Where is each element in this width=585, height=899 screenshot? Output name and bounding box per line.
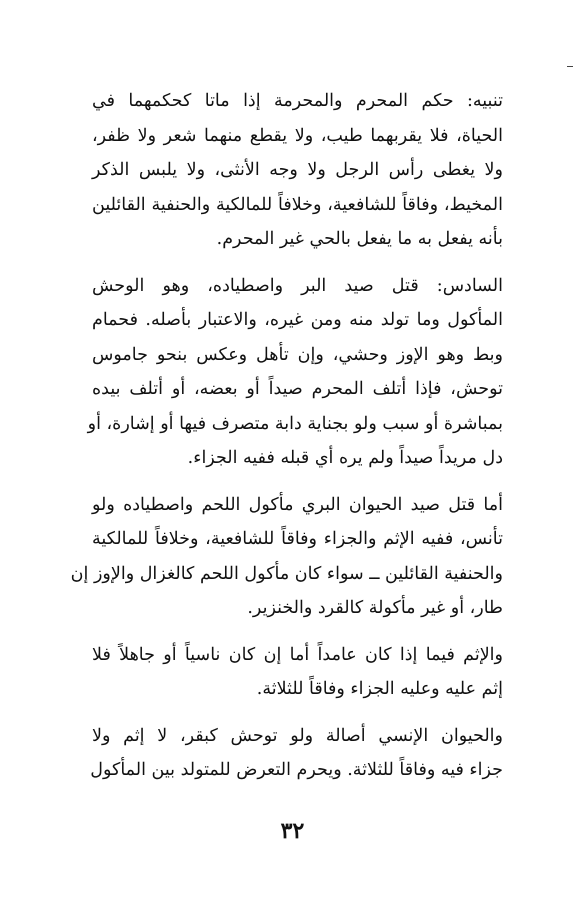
text-line: تنبيه: حكم المحرم والمحرمة إذا ماتا كحكمهما في: [92, 91, 503, 111]
text-line: المخيط، وفاقاً للشافعية، وخلافاً للمالكية والحنفية القائلين: [92, 194, 503, 215]
text-line: وبط وهو الإوز وحشي، وإن تأهل وعكس بنحو جاموس: [92, 344, 503, 365]
text-line: والإثم فيما إذا كان عامداً أما إن كان ناسياً أو جاهلاً فلا: [92, 644, 503, 665]
text-line: الحياة، فلا يقربهما طيب، ولا يقطع منهما شعر ولا ظفر،: [92, 125, 503, 146]
text-line: والحيوان الإنسي أصالة ولو توحش كبقر، لا إثم ولا: [92, 725, 503, 746]
text-line: أما قتل صيد الحيوان البري مأكول اللحم واصطياده ولو: [92, 494, 503, 515]
text-line: تأنس، ففيه الإثم والجزاء وفاقاً للشافعية، وخلافاً للمالكية: [92, 529, 503, 549]
text-line: جزاء فيه وفاقاً للثلاثة. ويحرم التعرض للمتولد بين المأكول: [90, 760, 503, 780]
text-line: ولا يغطى رأس الرجل ولا وجه الأنثى، ولا يلبس الذكر: [92, 160, 503, 180]
paragraph-sixth-hunting: [87, 269, 503, 476]
text-line: والحنفية القائلين ــ سواء كان مأكول اللحم كالغزال والإوز إن: [70, 563, 503, 584]
text-line: بمباشرة أو سبب ولو بجناية دابة متصرف فيها أو إشارة، أو: [87, 413, 503, 434]
paragraph-domestic-animal: [92, 719, 503, 788]
text-line: طار، أو غير مأكولة كالقرد والخنزير.: [247, 598, 503, 618]
body-text: [70, 84, 503, 800]
text-line: السادس: قتل صيد البر واصطياده، وهو الوحش: [92, 275, 503, 296]
scan-mark: [567, 66, 573, 67]
text-line: بأنه يفعل به ما يفعل بالحي غير المحرم.: [216, 229, 503, 249]
text-line: دل مريداً صيداً ولم يره أي قبله ففيه الجزاء.: [187, 448, 503, 468]
page-number: ٣٢: [280, 818, 305, 844]
text-line: توحش، فإذا أتلف المحرم صيداً أو بعضه، أو أتلف بيده: [92, 379, 503, 399]
text-line: إثم عليه وعليه الجزاء وفاقاً للثلاثة.: [256, 679, 503, 699]
paragraph-sin-intent: [92, 638, 503, 707]
text-line: المأكول وما تولد منه ومن غيره، والاعتبار بأصله. فحمام: [92, 310, 503, 330]
paragraph-note-ihram-dead: [92, 84, 503, 257]
paragraph-wild-animal: [70, 488, 503, 626]
